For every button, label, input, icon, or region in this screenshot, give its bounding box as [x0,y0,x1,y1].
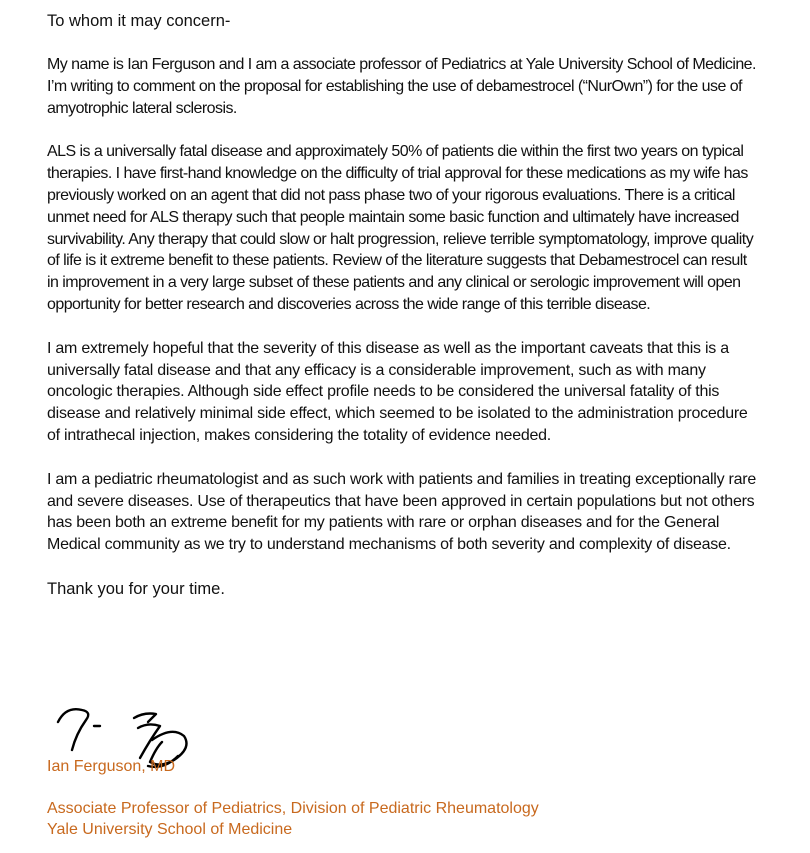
paragraph-rheumatology: I am a pediatric rheumatologist and as such work with patients and families in treating exceptionally rare and severe diseases. Use of therapeutics that have been approved in certain populations but not others has been both an extreme benefit for my patients with rare or orphan diseases and for the General Medical community as we try to understand mechanisms of both severity and complexity of disease. [47,470,756,554]
salutation: To whom it may concern- [47,12,231,30]
signer-title-block [47,798,539,840]
letter-body [47,10,759,600]
signer-title-line-2: Yale University School of Medicine [47,821,293,838]
closing-line: Thank you for your time. [47,579,225,598]
paragraph-introduction: My name is Ian Ferguson and I am a associate professor of Pediatrics at Yale University School of Medicine. I’m writing to comment on the proposal for establishing the use of debamestrocel (“NurOwn”) for the use of amyotrophic lateral sclerosis. [47,56,756,117]
paragraph-severity: I am extremely hopeful that the severity of this disease as well as the important caveats that this is a universally fatal disease and that any efficacy is a considerable improvement, such as with many oncologic therapies. Although side effect profile needs to be considered the universal fatality of this disease and relatively minimal side effect, which seemed to be isolated to the administration procedure of intrathecal injection, makes considering the totality of evidence needed. [47,339,748,444]
paragraph-als-need: ALS is a universally fatal disease and approximately 50% of patients die within the first two years on typical therapies. I have first-hand knowledge on the difficulty of trial approval for these medications as my wife has previously worked on an agent that did not pass phase two of your rigorous evaluations. There is a critical unmet need for ALS therapy such that people maintain some basic function and ultimately have increased survivability. Any therapy that could slow or halt progression, relieve terrible symptomatology, improve quality of life is it extreme benefit to these patients. Review of the literature suggests that Debamestrocel can result in improvement in a very large subset of these patients and any clinical or serologic improvement will open opportunity for better research and discoveries across the wide range of this terrible disease. [47,143,754,313]
signer-title-line-1: Associate Professor of Pediatrics, Division of Pediatric Rheumatology [47,800,539,817]
signer-name: Ian Ferguson, MD [47,758,176,775]
